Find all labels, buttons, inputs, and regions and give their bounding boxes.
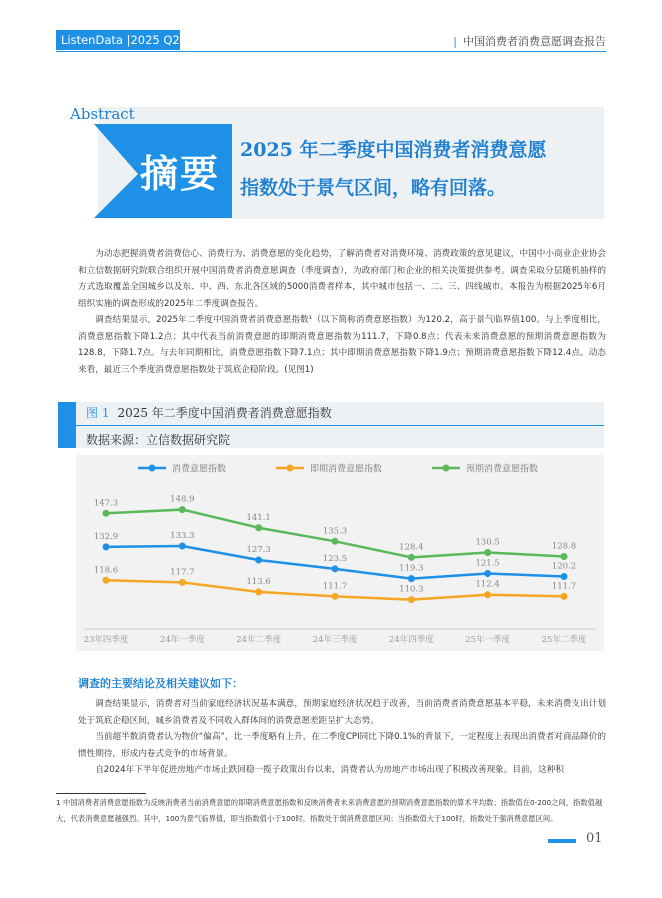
- intro-text: [78, 246, 606, 378]
- x-tick-label: 24年二季度: [236, 635, 282, 645]
- data-point: [255, 588, 262, 595]
- data-label: 119.3: [399, 563, 424, 574]
- data-point: [561, 593, 568, 600]
- data-label: 117.7: [170, 567, 195, 578]
- data-point: [484, 591, 491, 598]
- data-point: [561, 573, 568, 580]
- abstract-title-line-2: 指数处于景气区间，略有回落。: [240, 177, 507, 199]
- abstract-heading: 摘要: [140, 151, 221, 196]
- data-point: [332, 565, 339, 572]
- data-point: [408, 596, 415, 603]
- legend-swatch-dot: [443, 465, 450, 472]
- abstract-shape-top: [94, 124, 138, 174]
- data-label: 111.7: [551, 581, 577, 592]
- data-label: 121.5: [475, 558, 500, 569]
- x-tick-label: 24年四季度: [388, 635, 434, 645]
- conclusions-text: [78, 696, 606, 779]
- header-divider: |: [453, 35, 457, 48]
- figure-title: [86, 404, 332, 421]
- figure-rule: [76, 425, 604, 426]
- data-label: 110.3: [399, 584, 424, 595]
- data-label: 148.9: [170, 494, 195, 505]
- data-label: 127.3: [246, 544, 271, 555]
- page-bar: [548, 839, 576, 843]
- line-chart: [76, 455, 604, 651]
- report-title-header: [453, 33, 606, 49]
- legend-label: 预期消费意愿指数: [466, 464, 539, 475]
- data-point: [484, 570, 491, 577]
- data-point: [103, 577, 110, 584]
- x-tick-label: 24年一季度: [159, 635, 205, 645]
- intro-paragraph-1: 为动态把握消费者消费信心、消费行为、消费意愿的变化趋势，了解消费者对消费环境、消费政策的意见建议，中国中小商业企业协会和立信数据研究院联合组织开展中国消费者消费意愿调查（季度调查），为政府部门和企业的相关决策提供参考。调查采取分层随机抽样的方式选取覆盖全国城乡以及东、中、西、东北各区域的5000消费者样本，其中城市包括一、二、三、四线城市。本报告为根据2025年6月组织实施的调查形成的2025年二季度调查报告。: [78, 249, 606, 309]
- data-point: [179, 542, 186, 549]
- figure-source: 数据来源：立信数据研究院: [86, 433, 231, 447]
- intro-paragraph-2: 调查结果显示，2025年二季度中国消费者消费意愿指数¹（以下简称消费意愿指数）为120.2，高于景气临界值100。与上季度相比，消费意愿指数下降1.2点；其中代表当前消费意愿的即期消费意愿指数为111.7，下降0.8点；代表未来消费意愿的预期消费意愿指数为128.8，下降1.7点。与去年同期相比，消费意愿指数下降7.1点；其中即期消费意愿指数下降1.9点；预期消费意愿指数下降12.4点。动态来看，最近三个季度消费意愿指数处于筑底企稳阶段。(见图1): [78, 315, 606, 375]
- footnote-rule: [56, 793, 146, 794]
- data-label: 128.8: [551, 541, 577, 552]
- figure-title-text: 2025 年二季度中国消费者消费意愿指数: [117, 406, 332, 420]
- figure-number: 图 1: [86, 406, 110, 420]
- x-tick-label: 25年一季度: [465, 635, 511, 645]
- data-point: [255, 524, 262, 531]
- data-point: [408, 554, 415, 561]
- data-label: 118.6: [93, 565, 119, 576]
- legend-swatch-dot: [287, 465, 294, 472]
- data-label: 141.1: [246, 512, 271, 523]
- legend-label: 消费意愿指数: [172, 464, 227, 475]
- data-label: 135.3: [322, 526, 348, 537]
- header-rule: [56, 51, 606, 52]
- data-label: 111.7: [322, 581, 348, 592]
- data-label: 113.6: [246, 576, 271, 587]
- abstract-title-line-1: 2025 年二季度中国消费者消费意愿: [240, 139, 547, 161]
- data-point: [561, 553, 568, 560]
- data-point: [332, 593, 339, 600]
- report-tag: ListenData |2025 Q2: [56, 30, 180, 50]
- conclusion-paragraph-2: 当前超半数消费者认为物价“偏高”，比一季度略有上升，在二季度CPI同比下降0.1%的背景下，一定程度上表现出消费者对商品降价的惯性期待，形成内卷式竞争的市场背景。: [78, 732, 606, 759]
- data-point: [255, 556, 262, 563]
- legend-label: 即期消费意愿指数: [310, 464, 383, 475]
- chart-area: [76, 455, 604, 651]
- data-label: 123.5: [322, 553, 348, 564]
- data-label: 147.3: [93, 498, 119, 509]
- x-tick-label: 23年四季度: [83, 635, 129, 645]
- abstract-label: Abstract: [70, 105, 135, 123]
- conclusion-paragraph-3: 自2024年下半年促进房地产市场止跌回稳一揽子政策出台以来，消费者认为房地产市场出现了积极改善现象。目前，这种积: [95, 765, 564, 775]
- data-point: [484, 549, 491, 556]
- data-label: 120.2: [551, 561, 577, 572]
- abstract-title: [240, 131, 547, 207]
- report-title-text: 中国消费者消费意愿调查报告: [463, 35, 606, 48]
- x-tick-label: 24年三季度: [312, 635, 358, 645]
- page-number: 01: [586, 831, 603, 846]
- data-label: 130.5: [475, 537, 500, 548]
- data-label: 133.3: [170, 530, 195, 541]
- data-label: 112.4: [475, 579, 500, 590]
- data-point: [408, 575, 415, 582]
- footnote: 1 中国消费者消费意愿指数为反映消费者当前消费意愿的即期消费意愿指数和反映消费者未来消费意愿的预期消费意愿指数的算术平均数；指数值在0-200之间，指数值越大，代表消费意愿越强烈。其中，100为景气临界值，即当指数值小于100时，指数处于弱消费意愿区间；当指数值大于100时，指数处于强消费意愿区间。: [56, 798, 603, 823]
- data-point: [103, 543, 110, 550]
- conclusion-paragraph-1: 调查结果显示，消费者对当前家庭经济状况基本满意，预期家庭经济状况趋于改善，当前消费者消费意愿基本平稳，未来消费支出计划处于筑底企稳区间，城乡消费者及不同收入群体间的消费意愿差距呈扩大态势。: [78, 699, 606, 726]
- x-tick-label: 25年二季度: [541, 635, 587, 645]
- data-point: [179, 506, 186, 513]
- data-label: 132.9: [93, 531, 119, 542]
- legend-swatch-dot: [149, 465, 156, 472]
- data-point: [179, 579, 186, 586]
- abstract-shape-bottom: [94, 174, 138, 218]
- data-label: 128.4: [399, 542, 424, 553]
- data-point: [332, 538, 339, 545]
- data-point: [103, 510, 110, 517]
- conclusions-heading: 调查的主要结论及相关建议如下：: [78, 677, 243, 690]
- figure-accent: [58, 402, 76, 448]
